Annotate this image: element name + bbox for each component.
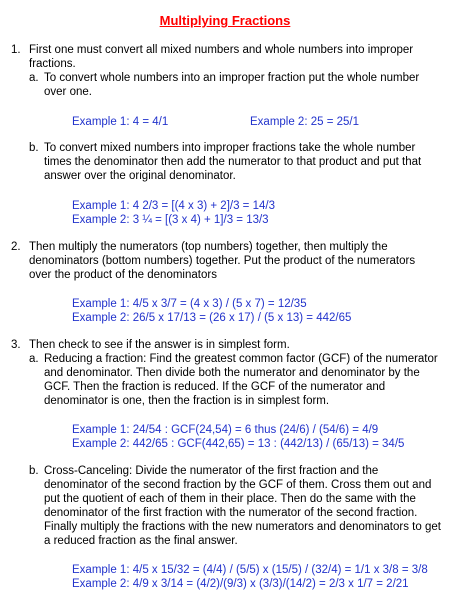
step-1b-example-1: Example 1: 4 2/3 = [(4 x 3) + 2]/3 = 14/3 bbox=[72, 200, 275, 212]
step-1a-text: To convert whole numbers into an improper fraction put the whole number over one. bbox=[44, 72, 420, 98]
step-3b-example-2: Example 2: 4/9 x 3/14 = (4/2)/(9/3) x (3/3)/(14/2) = 2/3 x 1/7 = 2/21 bbox=[72, 578, 409, 590]
step-1-number: 1. bbox=[11, 44, 21, 56]
step-2-example-2: Example 2: 26/5 x 17/13 = (26 x 17) / (5 x 13) = 442/65 bbox=[72, 312, 352, 324]
page-title: Multiplying Fractions bbox=[159, 13, 291, 28]
step-2-number: 2. bbox=[11, 241, 21, 253]
step-3b-label: b. bbox=[29, 465, 39, 477]
step-3-number: 3. bbox=[11, 339, 21, 351]
step-1a-example-2: Example 2: 25 = 25/1 bbox=[250, 116, 360, 128]
step-2-text: Then multiply the numerators (top numbers) together, then multiply the denominators (bottom numbers) together. Put the product of the numerators over the product of the denominators bbox=[29, 241, 416, 281]
step-3-text: Then check to see if the answer is in simplest form. bbox=[29, 339, 290, 351]
step-3b-example-1: Example 1: 4/5 x 15/32 = (4/4) / (5/5) x (15/5) / (32/4) = 1/1 x 3/8 = 3/8 bbox=[72, 564, 428, 576]
step-3b-text: Cross-Canceling: Divide the numerator of the first fraction and the denominator of the second fraction by the GCF of them. Cross them out and put the quotient of each of them in their place. Then do the same with the denominator of the first fraction with the numerator of the second fraction. Finally multiply the fractions with the new numerators and denominators to get a reduced fraction as the final answer. bbox=[44, 465, 441, 547]
step-3a-text: Reducing a fraction: Find the greatest common factor (GCF) of the numerator and denominator. Then divide both the numerator and denominator by the GCF. Then the fraction is reduced. If the GCF of the numerator and denominator is one, then the fraction is in simplest form. bbox=[44, 353, 438, 407]
step-2-example-1: Example 1: 4/5 x 3/7 = (4 x 3) / (5 x 7) = 12/35 bbox=[72, 298, 307, 310]
step-1a-label: a. bbox=[29, 72, 39, 84]
step-1b-example-2: Example 2: 3 ¼ = [(3 x 4) + 1]/3 = 13/3 bbox=[72, 214, 269, 226]
step-3a-example-1: Example 1: 24/54 : GCF(24,54) = 6 thus (24/6) / (54/6) = 4/9 bbox=[72, 424, 379, 436]
step-1b-label: b. bbox=[29, 142, 39, 154]
step-3a-example-2: Example 2: 442/65 : GCF(442,65) = 13 : (442/13) / (65/13) = 34/5 bbox=[72, 438, 405, 450]
step-1a-example-1: Example 1: 4 = 4/1 bbox=[72, 116, 169, 128]
step-1b-text: To convert mixed numbers into improper fractions take the whole number times the denominator then add the numerator to that product and put that answer over the original denominator. bbox=[44, 142, 422, 182]
step-1-text: First one must convert all mixed numbers and whole numbers into improper fractions. bbox=[29, 44, 414, 70]
step-3a-label: a. bbox=[29, 353, 39, 365]
